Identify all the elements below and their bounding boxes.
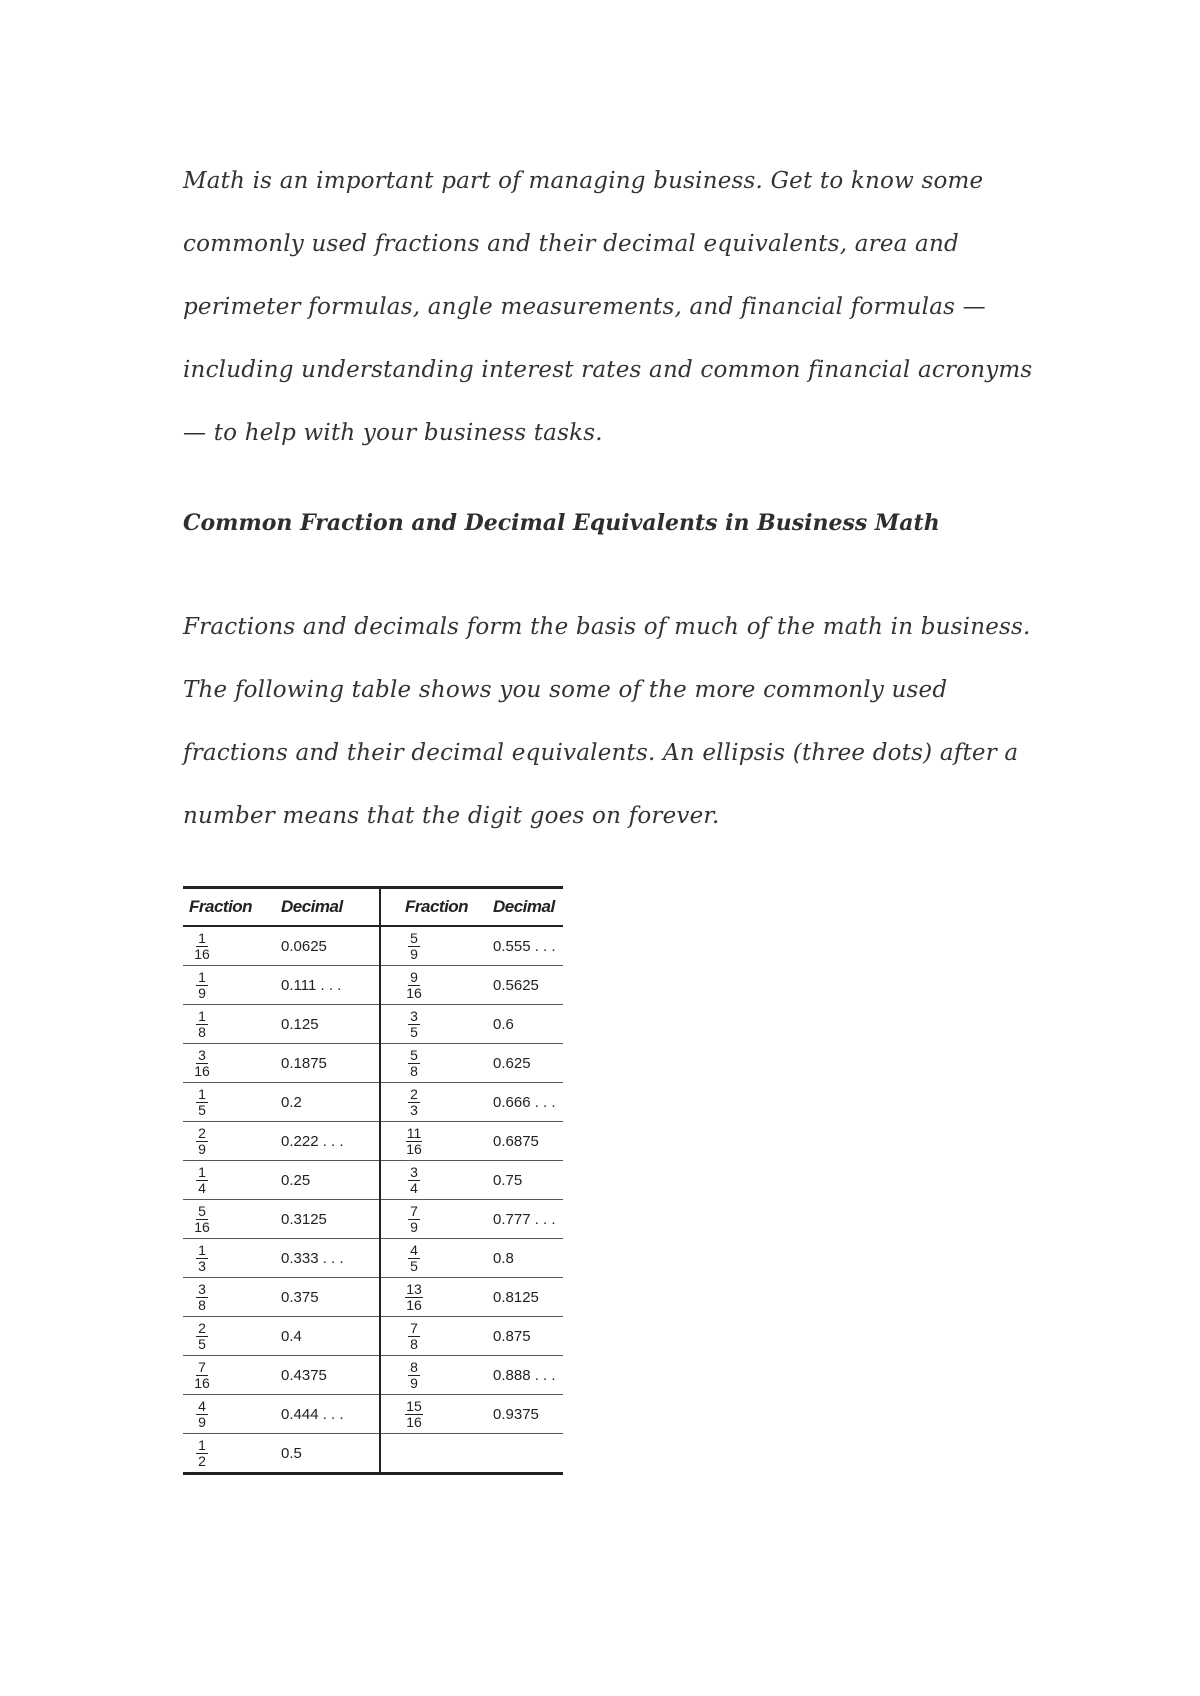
fraction-denominator: 8 [198, 1297, 206, 1313]
right-decimal-cell [487, 1434, 563, 1474]
decimal-value: 0.111 . . . [281, 976, 342, 994]
fraction-numerator: 7 [408, 1204, 420, 1220]
left-fraction-cell [183, 1239, 275, 1278]
fraction-numerator: 3 [196, 1048, 208, 1064]
table-row [183, 1239, 563, 1278]
fraction-denominator: 16 [194, 1219, 210, 1235]
fraction-numerator: 13 [406, 1281, 422, 1297]
fraction-denominator: 9 [410, 1219, 418, 1235]
left-decimal-cell [275, 1083, 380, 1122]
right-decimal-cell [487, 1356, 563, 1395]
left-decimal-cell [275, 1278, 380, 1317]
header-fraction-right: Fraction [380, 888, 487, 927]
fraction [193, 931, 211, 962]
left-fraction-cell [183, 1356, 275, 1395]
fraction-numerator: 1 [196, 970, 208, 986]
table-row [183, 1083, 563, 1122]
left-fraction-cell [183, 1395, 275, 1434]
fraction [405, 1204, 423, 1235]
fraction [193, 1282, 211, 1313]
fraction [405, 931, 423, 962]
fraction [193, 1165, 211, 1196]
fraction-denominator: 5 [410, 1258, 418, 1274]
decimal-value: 0.0625 [281, 937, 327, 955]
table-row [183, 966, 563, 1005]
right-decimal-cell [487, 1200, 563, 1239]
decimal-value: 0.666 . . . [493, 1093, 556, 1111]
fraction [193, 1087, 211, 1118]
fraction-denominator: 9 [410, 1375, 418, 1391]
right-decimal-cell [487, 1083, 563, 1122]
left-decimal-cell [275, 1044, 380, 1083]
fraction-numerator: 15 [406, 1398, 422, 1414]
fraction-numerator: 2 [408, 1087, 420, 1103]
table-row [183, 1044, 563, 1083]
fraction [405, 1126, 423, 1157]
fraction [405, 1243, 423, 1274]
right-decimal-cell [487, 1278, 563, 1317]
right-decimal-cell [487, 926, 563, 966]
decimal-value: 0.375 [281, 1288, 319, 1306]
header-fraction-left: Fraction [183, 888, 275, 927]
left-fraction-cell [183, 1005, 275, 1044]
fraction-numerator: 1 [196, 1438, 208, 1454]
decimal-value: 0.3125 [281, 1210, 327, 1228]
right-fraction-cell [380, 1356, 487, 1395]
left-fraction-cell [183, 926, 275, 966]
table-row [183, 1005, 563, 1044]
right-fraction-cell [380, 1278, 487, 1317]
table-row [183, 1356, 563, 1395]
left-fraction-cell [183, 966, 275, 1005]
fraction-numerator: 1 [196, 931, 208, 947]
right-fraction-cell [380, 926, 487, 966]
decimal-value: 0.333 . . . [281, 1249, 344, 1267]
decimal-value: 0.25 [281, 1171, 311, 1189]
fraction-numerator: 5 [408, 1048, 420, 1064]
decimal-value: 0.1875 [281, 1054, 327, 1072]
fraction-numerator: 7 [196, 1360, 208, 1376]
header-decimal-right: Decimal [487, 888, 563, 927]
fraction-denominator: 16 [406, 1414, 422, 1430]
table-row [183, 1200, 563, 1239]
right-fraction-cell [380, 966, 487, 1005]
decimal-value: 0.4375 [281, 1366, 327, 1384]
fraction-denominator: 5 [198, 1336, 206, 1352]
decimal-value: 0.555 . . . [493, 937, 556, 955]
decimal-value: 0.222 . . . [281, 1132, 344, 1150]
fraction-numerator: 3 [196, 1282, 208, 1298]
table-header-row [183, 888, 563, 927]
fraction-numerator: 4 [196, 1399, 208, 1415]
fraction [193, 1126, 211, 1157]
fraction-denominator: 16 [194, 1375, 210, 1391]
left-decimal-cell [275, 1395, 380, 1434]
left-decimal-cell [275, 1005, 380, 1044]
right-fraction-cell [380, 1083, 487, 1122]
left-fraction-cell [183, 1200, 275, 1239]
right-decimal-cell [487, 1005, 563, 1044]
fraction [405, 1009, 423, 1040]
left-decimal-cell [275, 1356, 380, 1395]
right-decimal-cell [487, 966, 563, 1005]
fraction [405, 1360, 423, 1391]
decimal-value: 0.5 [281, 1444, 302, 1462]
table-row [183, 1317, 563, 1356]
right-fraction-cell [380, 1239, 487, 1278]
fraction [193, 1009, 211, 1040]
left-fraction-cell [183, 1161, 275, 1200]
document-page [183, 150, 1043, 829]
decimal-value: 0.125 [281, 1015, 319, 1033]
right-decimal-cell [487, 1044, 563, 1083]
decimal-value: 0.5625 [493, 976, 539, 994]
decimal-value: 0.875 [493, 1327, 531, 1345]
left-fraction-cell [183, 1434, 275, 1474]
fraction-numerator: 1 [196, 1009, 208, 1025]
left-fraction-cell [183, 1044, 275, 1083]
fraction [193, 1243, 211, 1274]
fraction-denominator: 9 [410, 946, 418, 962]
decimal-value: 0.444 . . . [281, 1405, 344, 1423]
decimal-value: 0.2 [281, 1093, 302, 1111]
left-fraction-cell [183, 1278, 275, 1317]
fraction [193, 970, 211, 1001]
decimal-value: 0.8125 [493, 1288, 539, 1306]
left-fraction-cell [183, 1317, 275, 1356]
table-row [183, 1395, 563, 1434]
fraction-denominator: 16 [406, 1297, 422, 1313]
table-row [183, 1122, 563, 1161]
fraction-denominator: 5 [198, 1102, 206, 1118]
fraction-denominator: 8 [410, 1063, 418, 1079]
right-decimal-cell [487, 1395, 563, 1434]
fraction-numerator: 11 [406, 1125, 422, 1141]
fraction [405, 1165, 423, 1196]
fraction [405, 1321, 423, 1352]
left-decimal-cell [275, 1317, 380, 1356]
right-fraction-cell [380, 1044, 487, 1083]
decimal-value: 0.4 [281, 1327, 302, 1345]
fraction-numerator: 3 [408, 1165, 420, 1181]
left-decimal-cell [275, 1200, 380, 1239]
fraction-numerator: 1 [196, 1165, 208, 1181]
fraction-denominator: 4 [410, 1180, 418, 1196]
fraction-numerator: 9 [408, 970, 420, 986]
decimal-value: 0.6875 [493, 1132, 539, 1150]
right-fraction-cell [380, 1005, 487, 1044]
fraction [193, 1321, 211, 1352]
header-decimal-left: Decimal [275, 888, 380, 927]
right-fraction-cell [380, 1122, 487, 1161]
fraction-decimal-table-container [183, 886, 563, 1475]
fraction-denominator: 3 [198, 1258, 206, 1274]
fraction-numerator: 7 [408, 1321, 420, 1337]
right-fraction-cell [380, 1200, 487, 1239]
decimal-value: 0.8 [493, 1249, 514, 1267]
fraction-denominator: 2 [198, 1453, 206, 1469]
fraction-denominator: 16 [194, 946, 210, 962]
table-row [183, 1434, 563, 1474]
left-fraction-cell [183, 1122, 275, 1161]
left-decimal-cell [275, 926, 380, 966]
right-decimal-cell [487, 1317, 563, 1356]
right-decimal-cell [487, 1122, 563, 1161]
table-row [183, 1161, 563, 1200]
fraction-denominator: 9 [198, 1141, 206, 1157]
decimal-value: 0.625 [493, 1054, 531, 1072]
fraction-numerator: 2 [196, 1321, 208, 1337]
left-decimal-cell [275, 1239, 380, 1278]
decimal-value: 0.75 [493, 1171, 523, 1189]
decimal-value: 0.888 . . . [493, 1366, 556, 1384]
fraction-numerator: 1 [196, 1243, 208, 1259]
section-body-paragraph: Fractions and decimals form the basis of much of the math in business. The following table shows you some of the more commonly used fractions and their decimal equivalents. An ellipsis (three dots) after a number means that the digit goes on forever. [183, 614, 1031, 829]
fraction [405, 970, 423, 1001]
fraction-denominator: 16 [194, 1063, 210, 1079]
fraction [193, 1399, 211, 1430]
fraction-numerator: 3 [408, 1009, 420, 1025]
table-row [183, 926, 563, 966]
right-fraction-cell [380, 1317, 487, 1356]
intro-paragraph: Math is an important part of managing business. Get to know some commonly used fractions and their decimal equivalents, area and perimeter formulas, angle measurements, and financial formulas — including understanding interest rates and common financial acronyms — to help with your business tasks. [183, 168, 1033, 446]
section-heading: Common Fraction and Decimal Equivalents in Business Math [183, 510, 940, 536]
fraction-denominator: 8 [410, 1336, 418, 1352]
fraction-decimal-table [183, 886, 563, 1475]
fraction [193, 1360, 211, 1391]
fraction-numerator: 4 [408, 1243, 420, 1259]
fraction [405, 1048, 423, 1079]
fraction [405, 1087, 423, 1118]
fraction-denominator: 4 [198, 1180, 206, 1196]
fraction-numerator: 2 [196, 1126, 208, 1142]
right-fraction-cell [380, 1434, 487, 1474]
fraction-numerator: 8 [408, 1360, 420, 1376]
right-decimal-cell [487, 1161, 563, 1200]
left-decimal-cell [275, 966, 380, 1005]
fraction [193, 1204, 211, 1235]
fraction-denominator: 16 [406, 985, 422, 1001]
fraction-denominator: 9 [198, 985, 206, 1001]
decimal-value: 0.9375 [493, 1405, 539, 1423]
table-row [183, 1278, 563, 1317]
right-decimal-cell [487, 1239, 563, 1278]
fraction-denominator: 9 [198, 1414, 206, 1430]
left-decimal-cell [275, 1161, 380, 1200]
fraction-denominator: 8 [198, 1024, 206, 1040]
fraction [405, 1282, 423, 1313]
left-decimal-cell [275, 1434, 380, 1474]
fraction-numerator: 1 [196, 1087, 208, 1103]
fraction [193, 1438, 211, 1469]
left-fraction-cell [183, 1083, 275, 1122]
fraction [193, 1048, 211, 1079]
fraction [405, 1399, 423, 1430]
fraction-numerator: 5 [196, 1204, 208, 1220]
fraction-denominator: 5 [410, 1024, 418, 1040]
left-decimal-cell [275, 1122, 380, 1161]
fraction-numerator: 5 [408, 931, 420, 947]
decimal-value: 0.6 [493, 1015, 514, 1033]
fraction-denominator: 16 [406, 1141, 422, 1157]
table-body [183, 926, 563, 1474]
fraction-denominator: 3 [410, 1102, 418, 1118]
decimal-value: 0.777 . . . [493, 1210, 556, 1228]
right-fraction-cell [380, 1161, 487, 1200]
right-fraction-cell [380, 1395, 487, 1434]
